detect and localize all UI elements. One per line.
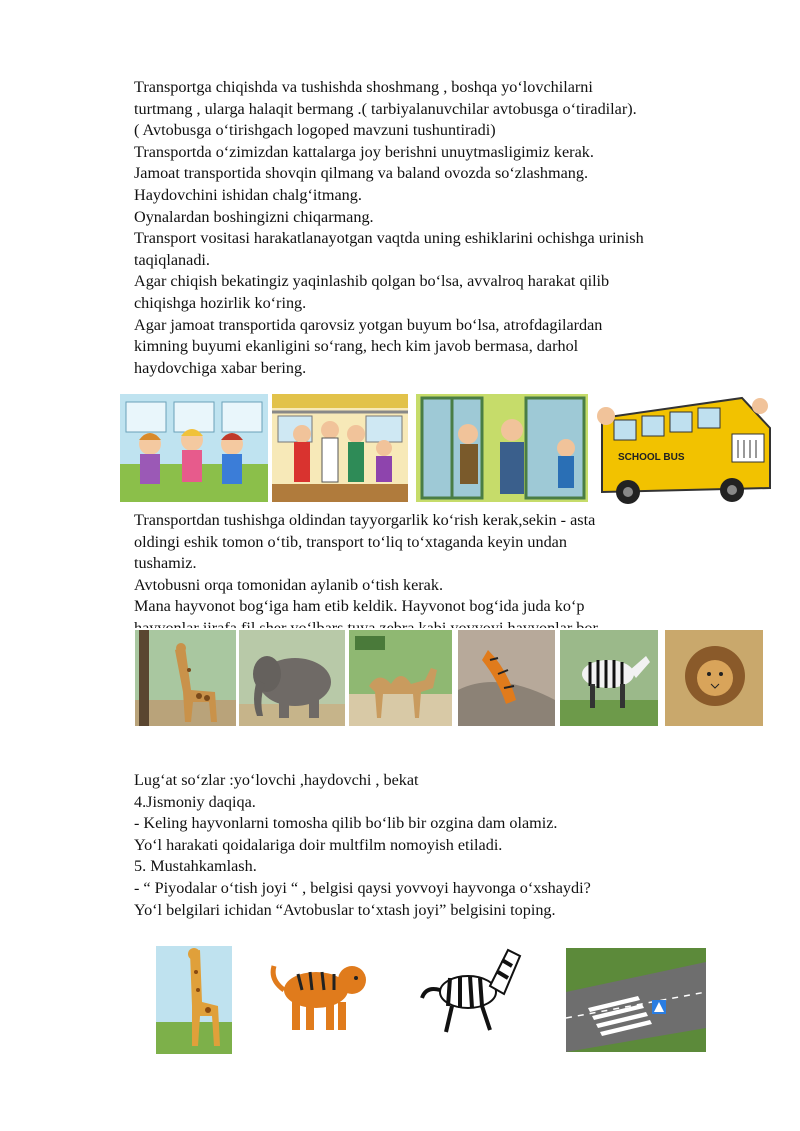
- giraffe-illustration: [156, 946, 232, 1054]
- text-line: Yo‘l belgilari ichidan “Avtobuslar to‘xtash joyi” belgisini toping.: [134, 900, 556, 919]
- text-block-transport-rules: [134, 77, 754, 379]
- tiger-illustration: [268, 950, 372, 1038]
- text-line: Mana hayvonot bog‘iga ham etib keldik. Hayvonot bog‘ida juda ko‘p: [134, 597, 585, 616]
- text-line: ( Avtobusga o‘tirishgach logoped mavzuni tushuntiradi): [134, 121, 496, 140]
- text-line: turtmang , ularga halaqit bermang .( tarbiyalanuvchilar avtobusga o‘tiradilar).: [134, 99, 637, 118]
- text-line: Transportga chiqishda va tushishda shoshmang , boshqa yo‘lovchilarni: [134, 78, 593, 96]
- pedestrian-crossing-photo: [566, 948, 706, 1052]
- text-line: haydovchiga xabar bering.: [134, 358, 307, 377]
- text-line: Lug‘at so‘zlar :yo‘lovchi ,haydovchi , bekat: [134, 771, 419, 789]
- text-line: Agar jamoat transportida qarovsiz yotgan buyum bo‘lsa, atrofdagilardan: [134, 315, 603, 334]
- text-line: taqiqlanadi.: [134, 250, 210, 269]
- bus-doors-illustration: [416, 394, 588, 502]
- text-line: Jamoat transportida shovqin qilmang va baland ovozda so‘zlashmang.: [134, 164, 589, 183]
- children-queue-illustration: [120, 394, 268, 502]
- text-line: 5. Mustahkamlash.: [134, 857, 257, 876]
- bus-passengers-illustration: [272, 394, 408, 502]
- camel-photo: [349, 630, 452, 726]
- lion-photo: [665, 630, 763, 726]
- text-line: Transportda o‘zimizdan kattalarga joy berishni unuytmasligimiz kerak.: [134, 142, 594, 161]
- zebra-photo: [560, 630, 658, 726]
- elephant-photo: [239, 630, 345, 726]
- text-line: - “ Piyodalar o‘tish joyi “ , belgisi qaysi yovvoyi hayvonga o‘xshaydi?: [134, 878, 591, 897]
- text-line: 4.Jismoniy daqiqa.: [134, 792, 256, 811]
- text-line: kimning buyumi ekanligini so‘rang, hech kim javob bermasa, darhol: [134, 337, 579, 356]
- zebra-illustration: [420, 940, 526, 1040]
- text-line: Yo‘l harakati qoidalariga doir multfilm nomoyish etiladi.: [134, 835, 503, 854]
- image-row-zoo-animals: [0, 628, 800, 726]
- text-line: - Keling hayvonlarni tomosha qilib bo‘lib bir ozgina dam olamiz.: [134, 814, 558, 833]
- school-bus-illustration: [592, 388, 774, 506]
- text-line: Oynalardan boshingizni chiqarmang.: [134, 207, 374, 226]
- giraffe-photo: [135, 630, 236, 726]
- text-block-leaving-transport: [134, 510, 754, 640]
- tiger-photo: [458, 630, 555, 726]
- text-line: Avtobusni orqa tomonidan aylanib o‘tish kerak.: [134, 575, 444, 594]
- text-line: Haydovchini ishidan chalg‘itmang.: [134, 185, 362, 204]
- text-line: Transportdan tushishga oldindan tayyorgarlik ko‘rish kerak,sekin - asta: [134, 511, 596, 529]
- text-line: chiqishga hozirlik ko‘ring.: [134, 293, 307, 312]
- bus-sign-text: SCHOOL BUS: [618, 452, 685, 463]
- text-block-lesson-steps: [134, 770, 754, 921]
- text-line: tushamiz.: [134, 554, 197, 573]
- image-row-quiz: [0, 940, 800, 1055]
- text-line: oldingi eshik tomon o‘tib, transport to‘liq to‘xtaganda keyin undan: [134, 532, 567, 551]
- text-line: Transport vositasi harakatlanayotgan vaqtda uning eshiklarini ochishga urinish: [134, 229, 644, 248]
- image-row-transport: [0, 388, 800, 506]
- text-line: Agar chiqish bekatingiz yaqinlashib qolgan bo‘lsa, avvalroq harakat qilib: [134, 272, 610, 291]
